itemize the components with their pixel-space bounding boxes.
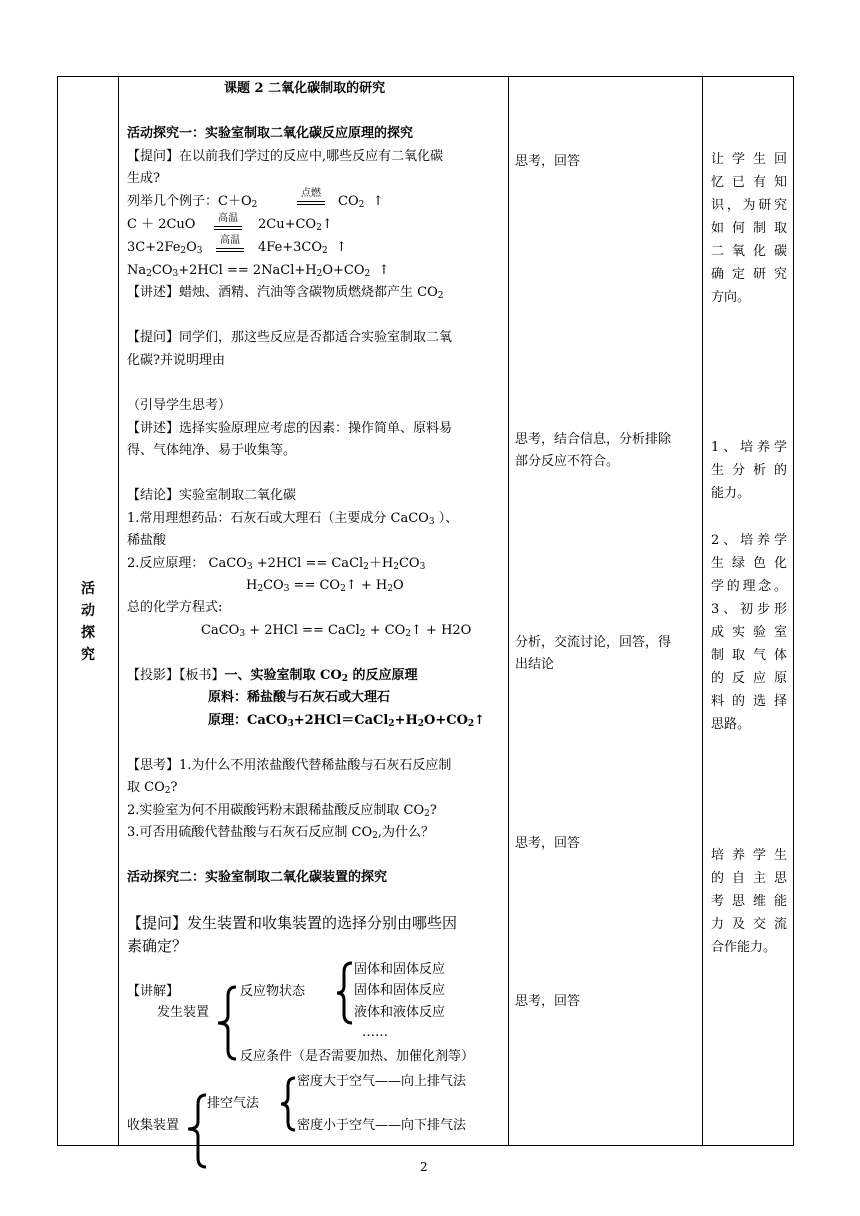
gas-arrow: ↑ [336,240,347,255]
principle-line [208,712,485,733]
intent-line: 合作能力。 [711,940,777,955]
guide-note: （引导学生思考） [127,398,232,413]
intent-line: 培养学生 [711,848,787,863]
column-divider [702,77,703,1145]
talk-2-line2: 得、气体纯净、易于收集等。 [127,443,297,458]
intent-line: 1、培养学 [711,440,787,455]
subscript: 2 [388,719,395,729]
subscript: 2 [387,584,393,594]
think-text: 取 CO [127,780,165,795]
conclusion-1 [127,510,458,531]
design-intent-4 [711,598,787,736]
projection-board [127,667,418,688]
think-text: ? [429,803,437,818]
intent-line: 让学生回 [711,152,787,167]
intent-line: 生分析的 [711,463,787,478]
explain-label: 【讲解】 [127,984,180,999]
conclusion-2 [127,555,425,576]
intent-line: 考思维能 [711,894,787,909]
lesson-title: 课题 2 二氧化碳制取的研究 [224,81,386,96]
intent-line: 的反应原 [711,671,787,686]
subscript: 2 [467,719,475,729]
equation-2-left: C ＋ 2CuO [127,217,196,232]
gas-arrow: ↑ [372,194,384,209]
gas-arrow: ↑ [321,217,333,232]
equation-text: CaCO [201,623,240,638]
equation-text: ↑ + H2O [411,623,472,638]
subscript: 3 [283,584,290,594]
reactant-state-label: 反应物状态 [240,984,306,999]
intent-line: 2、培养学 [711,533,787,548]
subscript: 2 [164,786,171,796]
question-1-line1: 【提问】在以前我们学过的反应中,哪些反应有二氧化碳 [127,149,444,164]
condition-ignite [297,188,325,205]
condition-high-temp [214,213,242,230]
think-text: ? [170,780,178,795]
conclusion-text: H [246,578,258,593]
equation-text: O+CO [322,263,365,278]
equation-2-right [258,216,333,237]
intent-line: 确定研究 [711,267,787,282]
equation-1-product [338,193,384,214]
conclusion-text: ↑ + H [345,578,388,593]
principle-text: O+CO [424,713,468,728]
brace-icon [216,986,240,1060]
subscript: 2 [364,269,371,279]
ellipsis: …… [362,1025,388,1040]
question-3-line2: 素确定？ [127,937,188,955]
page-number: 2 [420,1160,428,1174]
student-activity-2-line1: 思考，结合信息，分析排除 [515,432,672,447]
conclusion-2-step2 [246,577,404,598]
equation-text: + 2HCl == CaCl [245,623,360,638]
conclusion-text: 2.反应原理： CaCO [127,556,247,571]
student-activity-2-line2: 部分反应不符合。 [515,454,620,469]
design-intent-3 [711,529,787,598]
subscript: 2 [393,562,399,572]
collection-device-label: 收集装置 [127,1118,180,1133]
subscript: 2 [358,200,365,210]
total-equation-label: 总的化学方程式: [127,600,223,615]
think-1-line1: 【思考】1.为什么不用浓盐酸代替稀盐酸与石灰石反应制 [127,758,452,773]
state-option-2: 固体和固体反应 [354,983,446,998]
condition-text: 高温 [220,235,240,246]
subscript: 2 [359,629,366,639]
equation-text: 列举几个例子：C＋O [127,194,252,209]
student-activity-3-line2: 出结论 [515,657,555,672]
design-intent-2 [711,436,787,505]
subscript: 2 [424,809,430,819]
conclusion-text: ＋H [368,556,394,571]
question-3-line1: 【提问】发生装置和收集装置的选择分别由哪些因 [127,914,458,932]
subscript: 2 [363,562,369,572]
density-lower-option: 密度小于空气——向下排气法 [297,1118,467,1133]
student-activity-4: 思考，回答 [515,836,581,851]
state-option-1: 固体和固体反应 [354,962,446,977]
principle-text: 原理：CaCO [208,713,288,728]
equation-4 [127,262,389,283]
conclusion-text: +2HCl == CaCl [252,556,364,571]
subscript: 2 [322,246,328,256]
intent-line: 制取气体 [711,648,787,663]
intent-line: 忆已有知 [711,175,787,190]
density-higher-option: 密度大于空气——向上排气法 [297,1074,467,1089]
total-equation [201,622,471,643]
section-label-activity-explore [78,578,98,666]
principle-text: +H [394,713,418,728]
equation-text: Na [127,263,147,278]
intent-line: 二氧化碳 [711,244,787,259]
condition-high-temp [216,235,244,252]
principle-text: +2HCl＝CaCl [293,713,389,728]
intent-line: 如何制取 [711,221,787,236]
subscript: 3 [419,562,426,572]
conclusion-1-cont: 稀盐酸 [127,533,167,548]
projection-text: 的反应原理 [347,668,418,683]
subscript: 3 [239,629,246,639]
equation-3-left: $3C+2Fe_2O_3$ [127,240,203,256]
label-char: 活 [81,581,95,597]
question-1-line2: 生成? [127,171,160,186]
equation-3-right [258,239,347,260]
label-char: 探 [81,625,95,641]
equation-text: 4Fe+3CO [258,240,323,255]
think-3 [127,824,434,845]
intent-line: 思路。 [711,717,751,732]
intent-line: 生绿色化 [711,556,787,571]
subscript: 3 [428,517,435,527]
brace-icon [280,1077,298,1131]
projection-text: 【投影】【板书】 [127,668,225,683]
activity-one-heading: 活动探究一：实验室制取二氧化碳反应原理的探究 [127,126,414,141]
brace-icon [336,962,356,1024]
intent-line: 方向。 [711,290,751,305]
subscript: 3 [246,562,253,572]
equation-text: 2Cu+CO [258,217,317,232]
generation-device-label: 发生装置 [157,1005,210,1020]
conclusion-text: O [392,578,404,593]
subscript: 3 [172,269,179,279]
label-char: 动 [81,603,95,619]
subscript: 2 [316,269,323,279]
intent-line: 能力。 [711,486,751,501]
air-displacement-label: 排空气法 [207,1096,260,1111]
talk-1 [127,284,443,305]
think-text: 3.可否用硫酸代替盐酸与石灰石反应制 CO [127,825,373,840]
think-1-line2 [127,779,177,800]
brace-icon [186,1094,210,1168]
conclusion-text: 1.常用理想药品：石灰石或大理石（主要成分 CaCO [127,511,429,526]
projection-text: 一、实验室制取 CO [224,668,342,683]
equation-text: CO [151,263,173,278]
intent-line: 识，为研究 [711,198,787,213]
equation-1 [127,193,257,214]
intent-line: 3、初步形 [711,602,787,617]
think-2 [127,802,437,823]
state-option-3: 液体和液体反应 [354,1005,446,1020]
subscript: 2 [341,674,348,684]
gas-arrow: ↑ [378,263,390,278]
intent-line: 学的理念。 [711,579,787,594]
label-char: 究 [81,647,95,663]
question-2-line1: 【提问】同学们，那这些反应是否都适合实验室制取二氧 [127,330,453,345]
conclusion-text: CO [263,578,284,593]
conclusion-text: == CO [289,578,341,593]
conclusion-text: ）、 [434,511,459,526]
subscript: 2 [180,246,187,256]
design-intent-1 [711,148,787,309]
intent-line: 力及交流 [711,917,787,932]
column-divider [118,77,119,1145]
reaction-conditions-label: 反应条件（是否需要加热、加催化剂等） [240,1049,475,1064]
intent-line: 成实验室 [711,625,787,640]
condition-text: 点燃 [301,188,321,199]
subscript: 3 [196,246,203,256]
conclusion-heading: 【结论】实验室制取二氧化碳 [127,488,297,503]
subscript: 2 [405,629,412,639]
column-divider [508,77,509,1145]
talk-2-line1: 【讲述】选择实验原理应考虑的因素：操作简单、原料易 [127,421,453,436]
subscript: 2 [372,831,378,841]
subscript: 2 [146,269,152,279]
intent-line: 的自主思 [711,871,787,886]
materials-line: 原料：稀盐酸与石灰石或大理石 [208,690,391,705]
subscript: 2 [437,291,444,301]
think-text: ,为什么？ [377,825,435,840]
student-activity-5: 思考，回答 [515,994,581,1009]
subscript: 2 [316,223,322,233]
subscript: 2 [251,200,258,210]
subscript: 2 [340,584,346,594]
subscript: 2 [417,719,424,729]
activity-two-heading: 活动探究二：实验室制取二氧化碳装置的探究 [127,870,388,885]
conclusion-text: CO [398,556,420,571]
equation-text: +2HCl == 2NaCl+H [178,263,317,278]
subscript: 3 [287,719,294,729]
subscript: 2 [257,584,264,594]
talk-text: 【讲述】蜡烛、酒精、汽油等含碳物质燃烧都产生 CO [127,285,438,300]
question-2-line2: 化碳?并说明理由 [127,353,225,368]
student-activity-1: 思考，回答 [515,154,581,169]
design-intent-5 [711,844,787,959]
equation-text: CO [338,194,359,209]
intent-line: 料的选择 [711,694,787,709]
equation-text: 3C+2Fe [127,240,181,255]
condition-text: 高温 [218,213,238,224]
equation-text: + CO [365,623,406,638]
think-text: 2.实验室为何不用碳酸钙粉末跟稀盐酸反应制取 CO [127,803,425,818]
student-activity-3-line1: 分析，交流讨论，回答，得 [515,635,672,650]
gas-arrow: ↑ [474,713,486,728]
